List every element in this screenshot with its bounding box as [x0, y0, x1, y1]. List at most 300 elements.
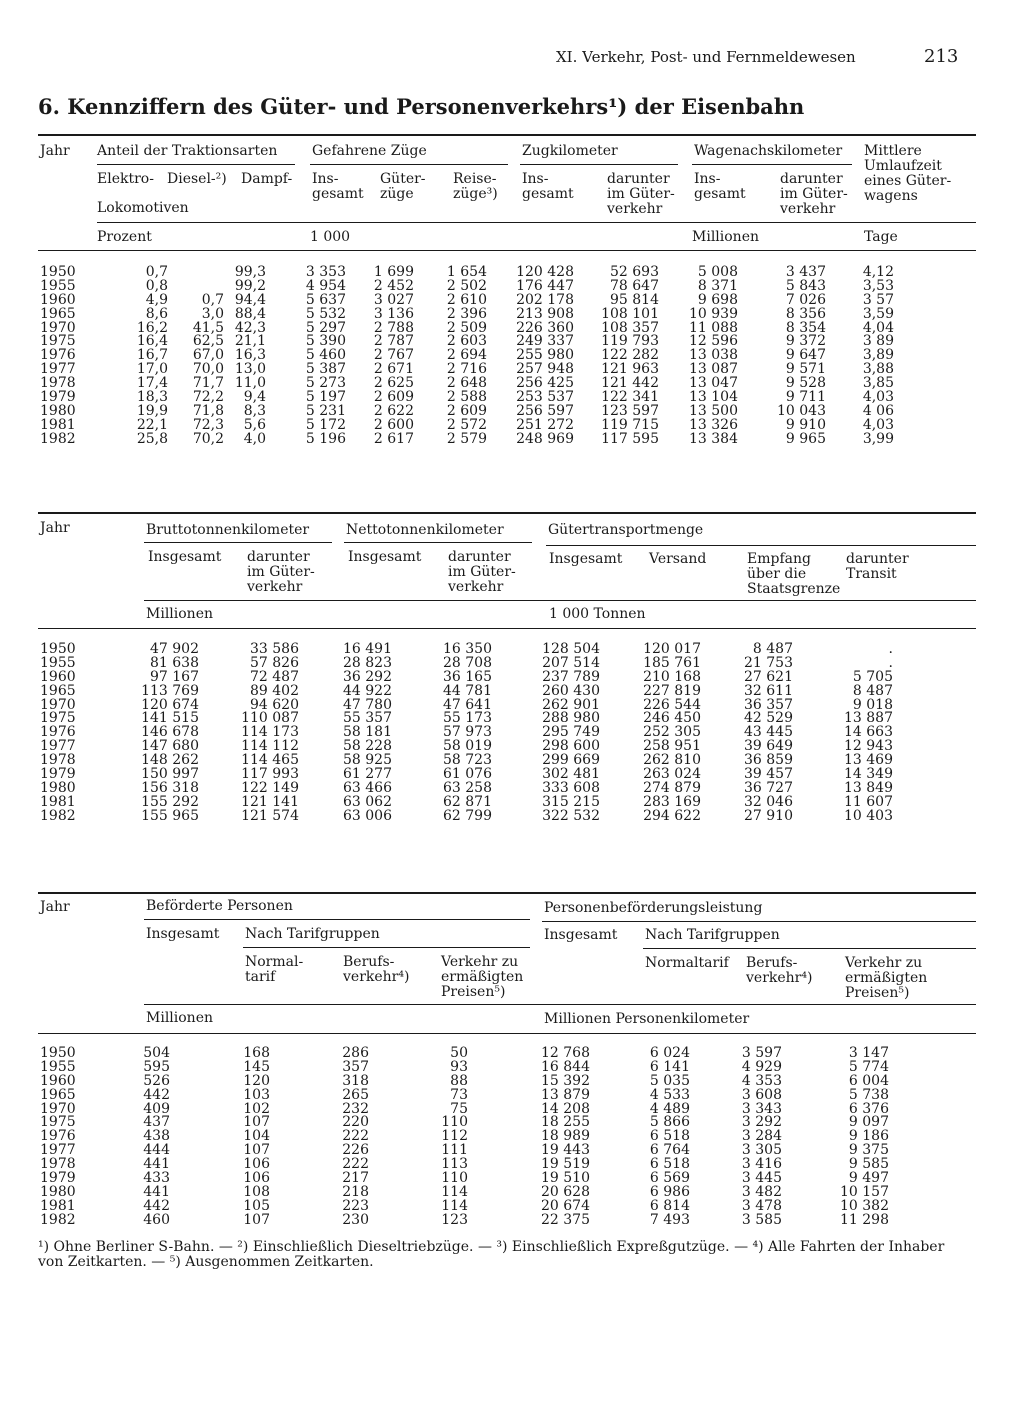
table-cell: 2 788 — [373, 319, 414, 336]
table-cell: 113 769 — [141, 682, 199, 699]
table-cell: 265 — [342, 1086, 369, 1103]
table-cell: 16,3 — [234, 347, 266, 364]
table-cell: 8 487 — [752, 641, 793, 657]
t1-gueterzuege-values — [374, 266, 414, 447]
table-cell: 226 544 — [643, 696, 701, 713]
table-cell: 16,4 — [136, 333, 168, 350]
t3-col-pers-insgesamt: Insgesamt — [146, 926, 220, 942]
table-cell: 258 951 — [643, 738, 701, 755]
table-cell: 5 387 — [305, 361, 346, 378]
table-cell: 8,6 — [145, 305, 168, 322]
table-cell: 13,0 — [234, 361, 266, 378]
table-cell: 15 392 — [541, 1072, 590, 1089]
table-cell: 6 569 — [649, 1170, 690, 1187]
table-cell: 2 603 — [446, 333, 487, 350]
table-cell: 117 595 — [601, 430, 659, 447]
t3-col-befoerderte-personen: Beförderte Personen — [146, 898, 293, 914]
table-cell: 5 843 — [785, 277, 826, 294]
t2-col-brutto-insgesamt: Insgesamt — [148, 549, 222, 565]
table-cell: 41,5 — [192, 319, 224, 336]
table-cell: 147 680 — [141, 738, 199, 755]
table-cell: 1975 — [40, 710, 76, 727]
t3-col-pkm-ermaessigt: Verkehr zu ermäßigten Preisen⁵) — [845, 955, 928, 1001]
table-cell: 1975 — [40, 333, 76, 350]
table-cell: 5 866 — [649, 1114, 690, 1131]
table-cell: 155 292 — [141, 793, 199, 810]
t2-col-brutto-gueter: darunter im Güter- verkehr — [247, 549, 315, 595]
table-cell: 123 — [441, 1211, 468, 1228]
table-cell: 32 611 — [744, 682, 793, 699]
table-cell: 12 943 — [844, 738, 893, 755]
table-cell: 16,2 — [136, 319, 168, 336]
table-cell: 5,6 — [243, 416, 266, 433]
table-cell: 11 607 — [844, 793, 893, 810]
table-cell: 36 292 — [343, 668, 392, 685]
table-cell: 210 168 — [643, 668, 701, 685]
table-cell: 3,99 — [862, 430, 894, 447]
table-cell: 58 925 — [343, 752, 392, 769]
table-cell: 16,7 — [136, 347, 168, 364]
table-cell: 97 167 — [150, 668, 199, 685]
table-cell: 47 902 — [150, 641, 199, 657]
table-cell: 25,8 — [136, 430, 168, 447]
t1-elektro-values — [137, 266, 168, 447]
table-cell: 8 356 — [785, 305, 826, 322]
table-cell: 81 638 — [150, 654, 199, 671]
table-cell: 13 104 — [689, 389, 738, 406]
table-cell: 10 043 — [777, 402, 826, 419]
table-cell: 2 648 — [446, 375, 487, 392]
table-cell: 71,8 — [192, 402, 224, 419]
table-cell: 1981 — [40, 416, 76, 433]
t3-col-jahr: Jahr — [40, 899, 70, 915]
t3-years — [40, 1047, 76, 1228]
table-cell: 47 780 — [343, 696, 392, 713]
table-cell: 47 641 — [443, 696, 492, 713]
table-cell: 75 — [450, 1100, 468, 1117]
table-cell: . — [888, 641, 893, 657]
table-cell: 28 823 — [343, 654, 392, 671]
table-cell: 246 450 — [643, 710, 701, 727]
t1-col-diesel: Diesel-²) — [167, 171, 227, 187]
footnotes: ¹) Ohne Berliner S-Bahn. — ²) Einschließlich Dieseltriebzüge. — ³) Einschließlich Expreßgutzüge. — ⁴) Alle Fahrten der Inhaber von Zeitkarten. — ⁵) Ausgenommen Zeitkarten. — [38, 1239, 945, 1270]
table-cell: 63 062 — [343, 793, 392, 810]
table-cell: 6 518 — [649, 1156, 690, 1173]
table-cell: 4 929 — [741, 1058, 782, 1075]
table-cell: 2 396 — [446, 305, 487, 322]
table-cell: 2 600 — [373, 416, 414, 433]
table-cell: 128 504 — [542, 641, 600, 657]
table-cell: 3 585 — [741, 1211, 782, 1228]
table-cell: 102 — [243, 1100, 270, 1117]
table-cell: 18,3 — [136, 389, 168, 406]
table-cell: 1965 — [40, 305, 76, 322]
table-cell: 104 — [243, 1128, 270, 1145]
table-cell: 88 — [450, 1072, 468, 1089]
table-cell: 3 445 — [741, 1170, 782, 1187]
table-cell: 63 258 — [443, 779, 492, 796]
table-cell: 1977 — [40, 738, 76, 755]
table-cell: 43 445 — [744, 724, 793, 741]
table-cell: 18 989 — [541, 1128, 590, 1145]
table-cell: 248 969 — [516, 430, 574, 447]
t2-brutto-gueter-values — [241, 643, 299, 824]
t3-pkm-insgesamt-values — [541, 1047, 590, 1228]
table-cell: 120 428 — [516, 264, 574, 280]
table-cell: 93 — [450, 1058, 468, 1075]
table-cell: 103 — [243, 1086, 270, 1103]
table-cell: 99,2 — [234, 277, 266, 294]
table-cell: 9 097 — [848, 1114, 889, 1131]
table-cell: 9 186 — [848, 1128, 889, 1145]
table-cell: 1980 — [40, 779, 76, 796]
t3-col-personenbefoerderungsleistung: Personenbeförderungsleistung — [544, 900, 763, 916]
table-cell: 61 076 — [443, 766, 492, 783]
table-cell: 283 169 — [643, 793, 701, 810]
table-cell: 442 — [143, 1086, 170, 1103]
table-cell: 10 939 — [689, 305, 738, 322]
table-cell: 298 600 — [542, 738, 600, 755]
table-cell: 2 609 — [373, 389, 414, 406]
table-cell: 227 819 — [643, 682, 701, 699]
table-cell: 44 922 — [343, 682, 392, 699]
t3-pers-normaltarif-values — [243, 1047, 270, 1228]
table-cell: 315 215 — [542, 793, 600, 810]
table-cell: 36 859 — [744, 752, 793, 769]
table-cell: 5 196 — [305, 430, 346, 447]
table-cell: 3 284 — [741, 1128, 782, 1145]
table-cell: 207 514 — [542, 654, 600, 671]
table-cell: 13 469 — [844, 752, 893, 769]
table-cell: 1955 — [40, 277, 76, 294]
table-cell: 122 341 — [601, 389, 659, 406]
running-header: XI. Verkehr, Post- und Fernmeldewesen — [556, 48, 856, 66]
table-cell: 21 753 — [744, 654, 793, 671]
table-cell: 526 — [143, 1072, 170, 1089]
table-cell: 62 799 — [443, 807, 492, 824]
table-cell: 232 — [342, 1100, 369, 1117]
table-cell: 5 231 — [305, 402, 346, 419]
table-cell: 62,5 — [192, 333, 224, 350]
table-cell: 114 112 — [241, 738, 299, 755]
table-cell: 213 908 — [516, 305, 574, 322]
table-cell: 8 487 — [852, 682, 893, 699]
table-cell: 504 — [143, 1045, 170, 1061]
table-cell: 4 954 — [305, 277, 346, 294]
table-cell: 9 585 — [848, 1156, 889, 1173]
t2-menge-insgesamt-values — [542, 643, 600, 824]
table-cell: 5 705 — [852, 668, 893, 685]
t1-col-jahr: Jahr — [40, 143, 70, 159]
table-cell: 3 597 — [741, 1045, 782, 1061]
table-cell: 262 810 — [643, 752, 701, 769]
table-cell: 3 478 — [741, 1197, 782, 1214]
table-cell: 409 — [143, 1100, 170, 1117]
table-cell: 9 497 — [848, 1170, 889, 1187]
table-cell: 4,0 — [243, 430, 266, 447]
table-cell: 217 — [342, 1170, 369, 1187]
table-cell: 33 586 — [250, 641, 299, 657]
table-cell: 71,7 — [192, 375, 224, 392]
table-cell: 5 460 — [305, 347, 346, 364]
table-cell: 19 519 — [541, 1156, 590, 1173]
table-cell: 1965 — [40, 682, 76, 699]
table-cell: 70,2 — [192, 430, 224, 447]
table-cell: 44 781 — [443, 682, 492, 699]
table-cell: 1979 — [40, 389, 76, 406]
table-cell: 1 654 — [446, 264, 487, 280]
t1-umlaufzeit-values — [863, 266, 894, 447]
t1-unit-1000: 1 000 — [310, 229, 351, 245]
table-cell: 318 — [342, 1072, 369, 1089]
table-cell: 2 502 — [446, 277, 487, 294]
table-cell: 106 — [243, 1156, 270, 1173]
table-cell: 18 255 — [541, 1114, 590, 1131]
table-cell: 251 272 — [516, 416, 574, 433]
table-cell: 121 574 — [241, 807, 299, 824]
table-cell: 7 026 — [785, 291, 826, 308]
table-cell: 253 537 — [516, 389, 574, 406]
table-cell: 1982 — [40, 807, 76, 824]
table-cell: 1978 — [40, 1156, 76, 1173]
table-cell: 2 625 — [373, 375, 414, 392]
table-cell: 222 — [342, 1156, 369, 1173]
t1-col-elektro: Elektro- — [97, 171, 154, 187]
table-cell: 32 046 — [744, 793, 793, 810]
table-cell: 1982 — [40, 1211, 76, 1228]
table-cell: 94 620 — [250, 696, 299, 713]
table-cell: 3 416 — [741, 1156, 782, 1173]
table-cell: 72,3 — [192, 416, 224, 433]
table-cell: 58 228 — [343, 738, 392, 755]
table-cell: 114 — [441, 1197, 468, 1214]
table-cell: 110 — [441, 1170, 468, 1187]
t2-col-nettotonnenkilometer: Nettotonnenkilometer — [346, 522, 504, 538]
table-cell: 36 727 — [744, 779, 793, 796]
table-cell: 12 768 — [541, 1045, 590, 1061]
table-cell: 3 482 — [741, 1183, 782, 1200]
table-cell: 1950 — [40, 264, 76, 280]
t3-pkm-berufsverkehr-values — [742, 1047, 782, 1228]
table-cell: 16 491 — [343, 641, 392, 657]
table-cell: 21,1 — [234, 333, 266, 350]
t3-unit-personenkilometer: Millionen Personenkilometer — [544, 1011, 750, 1027]
t3-col-pers-normaltarif: Normal- tarif — [245, 954, 304, 985]
table-cell: 50 — [450, 1045, 468, 1061]
table-cell: 14 663 — [844, 724, 893, 741]
table-cell: 202 178 — [516, 291, 574, 308]
table-cell: 9 372 — [785, 333, 826, 350]
table-cell: 5 035 — [649, 1072, 690, 1089]
table-cell: 94,4 — [234, 291, 266, 308]
table-cell: 2 622 — [373, 402, 414, 419]
table-cell: 108 101 — [601, 305, 659, 322]
table-cell: 322 532 — [542, 807, 600, 824]
table-cell: 2 694 — [446, 347, 487, 364]
table-cell: 52 693 — [610, 264, 659, 280]
table-cell: 13 849 — [844, 779, 893, 796]
table-cell: 58 723 — [443, 752, 492, 769]
t2-col-netto-insgesamt: Insgesamt — [348, 549, 422, 565]
table-cell: 1965 — [40, 1086, 76, 1103]
table-cell: 1981 — [40, 793, 76, 810]
table-cell: 121 963 — [601, 361, 659, 378]
table-cell: 437 — [143, 1114, 170, 1131]
table-cell: 294 622 — [643, 807, 701, 824]
table-cell: 357 — [342, 1058, 369, 1075]
table-cell: 13 047 — [689, 375, 738, 392]
t2-brutto-insgesamt-values — [141, 643, 199, 824]
table-cell: 111 — [441, 1142, 468, 1159]
table-cell: 17,4 — [136, 375, 168, 392]
t1-col-anteil: Anteil der Traktionsarten — [97, 143, 278, 159]
table-cell: 121 141 — [241, 793, 299, 810]
table-cell: 333 608 — [542, 779, 600, 796]
t1-zuege-insgesamt-values — [306, 266, 346, 447]
table-cell: 295 749 — [542, 724, 600, 741]
table-cell: 1979 — [40, 766, 76, 783]
table-cell: 141 515 — [141, 710, 199, 727]
table-cell: 63 466 — [343, 779, 392, 796]
table-cell: 114 465 — [241, 752, 299, 769]
table-cell: 4 06 — [862, 402, 894, 419]
t1-years — [40, 266, 76, 447]
table-cell: 120 674 — [141, 696, 199, 713]
table-cell: 6 518 — [649, 1128, 690, 1145]
table-cell: 42,3 — [234, 319, 266, 336]
t2-unit-tonnen: 1 000 Tonnen — [549, 606, 646, 622]
table-cell: 9 571 — [785, 361, 826, 378]
table-cell: 1955 — [40, 654, 76, 671]
table-cell: 4 489 — [649, 1100, 690, 1117]
table-cell: 1976 — [40, 724, 76, 741]
table-cell: 288 980 — [542, 710, 600, 727]
table-cell: 2 787 — [373, 333, 414, 350]
table-cell: 110 087 — [241, 710, 299, 727]
table-cell: 70,0 — [192, 361, 224, 378]
table-cell: 1960 — [40, 291, 76, 308]
t3-col-pers-tarifgruppen: Nach Tarifgruppen — [245, 926, 380, 942]
table-cell: 9,4 — [243, 389, 266, 406]
table-cell: 1955 — [40, 1058, 76, 1075]
table-cell: 28 708 — [443, 654, 492, 671]
table-cell: 9 711 — [785, 389, 826, 406]
table-cell: 1950 — [40, 641, 76, 657]
table-cell: 22 375 — [541, 1211, 590, 1228]
t1-col-lokomotiven: Lokomotiven — [97, 200, 189, 216]
table-cell: 42 529 — [744, 710, 793, 727]
table-cell: 1976 — [40, 347, 76, 364]
table-cell: 3 147 — [848, 1045, 889, 1061]
table-cell: 3 136 — [373, 305, 414, 322]
t2-col-bruttotonnenkilometer: Bruttotonnenkilometer — [146, 522, 310, 538]
t1-col-zugkm-gueter: darunter im Güter- verkehr — [607, 171, 675, 217]
table-cell: 0,8 — [145, 277, 168, 294]
t3-col-pkm-berufsverkehr: Berufs- verkehr⁴) — [746, 955, 813, 986]
t2-col-jahr: Jahr — [40, 520, 70, 536]
t3-pkm-normaltarif-values — [650, 1047, 690, 1228]
table-cell: 19 510 — [541, 1170, 590, 1187]
table-cell: 441 — [143, 1183, 170, 1200]
table-cell: 5 738 — [848, 1086, 889, 1103]
table-cell: 3,59 — [862, 305, 894, 322]
table-cell: 12 596 — [689, 333, 738, 350]
table-cell: 1976 — [40, 1128, 76, 1145]
table-cell: 1970 — [40, 1100, 76, 1117]
table-cell: 230 — [342, 1211, 369, 1228]
table-cell: 27 910 — [744, 807, 793, 824]
t3-pers-insgesamt-values — [143, 1047, 170, 1228]
table-cell: 72 487 — [250, 668, 299, 685]
table-cell: 3,89 — [862, 347, 894, 364]
table-cell: 441 — [143, 1156, 170, 1173]
table-cell: 78 647 — [610, 277, 659, 294]
table-cell: 13 038 — [689, 347, 738, 364]
t1-col-zuege-insgesamt: Ins- gesamt — [312, 171, 364, 202]
table-cell: 95 814 — [610, 291, 659, 308]
table-cell: 1981 — [40, 1197, 76, 1214]
table-cell: 274 879 — [643, 779, 701, 796]
table-cell: 3 305 — [741, 1142, 782, 1159]
table-cell: 5 297 — [305, 319, 346, 336]
table-cell: 260 430 — [542, 682, 600, 699]
t2-unit-millionen: Millionen — [146, 606, 213, 622]
t2-col-menge-insgesamt: Insgesamt — [549, 551, 623, 567]
table-cell: 123 597 — [601, 402, 659, 419]
t1-col-dampf: Dampf- — [241, 171, 293, 187]
table-cell: 2 617 — [373, 430, 414, 447]
table-cell: 2 610 — [446, 291, 487, 308]
table-cell: 3 89 — [862, 333, 894, 350]
table-cell: 145 — [243, 1058, 270, 1075]
table-cell: 3,85 — [862, 375, 894, 392]
table-cell: 122 149 — [241, 779, 299, 796]
table-cell: 3 292 — [741, 1114, 782, 1131]
table-cell: 9 910 — [785, 416, 826, 433]
table-cell: 433 — [143, 1170, 170, 1187]
t1-wagen-insgesamt-values — [689, 266, 738, 447]
table-cell: 14 349 — [844, 766, 893, 783]
table-cell: 1960 — [40, 1072, 76, 1089]
table-cell: 27 621 — [744, 668, 793, 685]
table-cell: 9 018 — [852, 696, 893, 713]
table-cell: 20 674 — [541, 1197, 590, 1214]
table-cell: 6 376 — [848, 1100, 889, 1117]
table-cell: 57 973 — [443, 724, 492, 741]
table-cell: 120 017 — [643, 641, 701, 657]
table-cell: 2 767 — [373, 347, 414, 364]
table-cell: 16 350 — [443, 641, 492, 657]
page-number: 213 — [924, 46, 959, 67]
table-cell: 62 871 — [443, 793, 492, 810]
table-cell: 148 262 — [141, 752, 199, 769]
table-cell: 55 357 — [343, 710, 392, 727]
table-cell: 222 — [342, 1128, 369, 1145]
table-cell: 107 — [243, 1142, 270, 1159]
t2-transit-values — [844, 643, 893, 824]
table-cell: 19 443 — [541, 1142, 590, 1159]
table-cell: 438 — [143, 1128, 170, 1145]
table-cell: 11,0 — [234, 375, 266, 392]
t2-col-netto-gueter: darunter im Güter- verkehr — [448, 549, 516, 595]
table-cell: 1975 — [40, 1114, 76, 1131]
t3-unit-millionen: Millionen — [146, 1010, 213, 1026]
table-cell: 61 277 — [343, 766, 392, 783]
t1-col-zugkilometer: Zugkilometer — [522, 143, 618, 159]
table-cell: 2 588 — [446, 389, 487, 406]
table-cell: . — [888, 654, 893, 671]
table-cell: 119 793 — [601, 333, 659, 350]
